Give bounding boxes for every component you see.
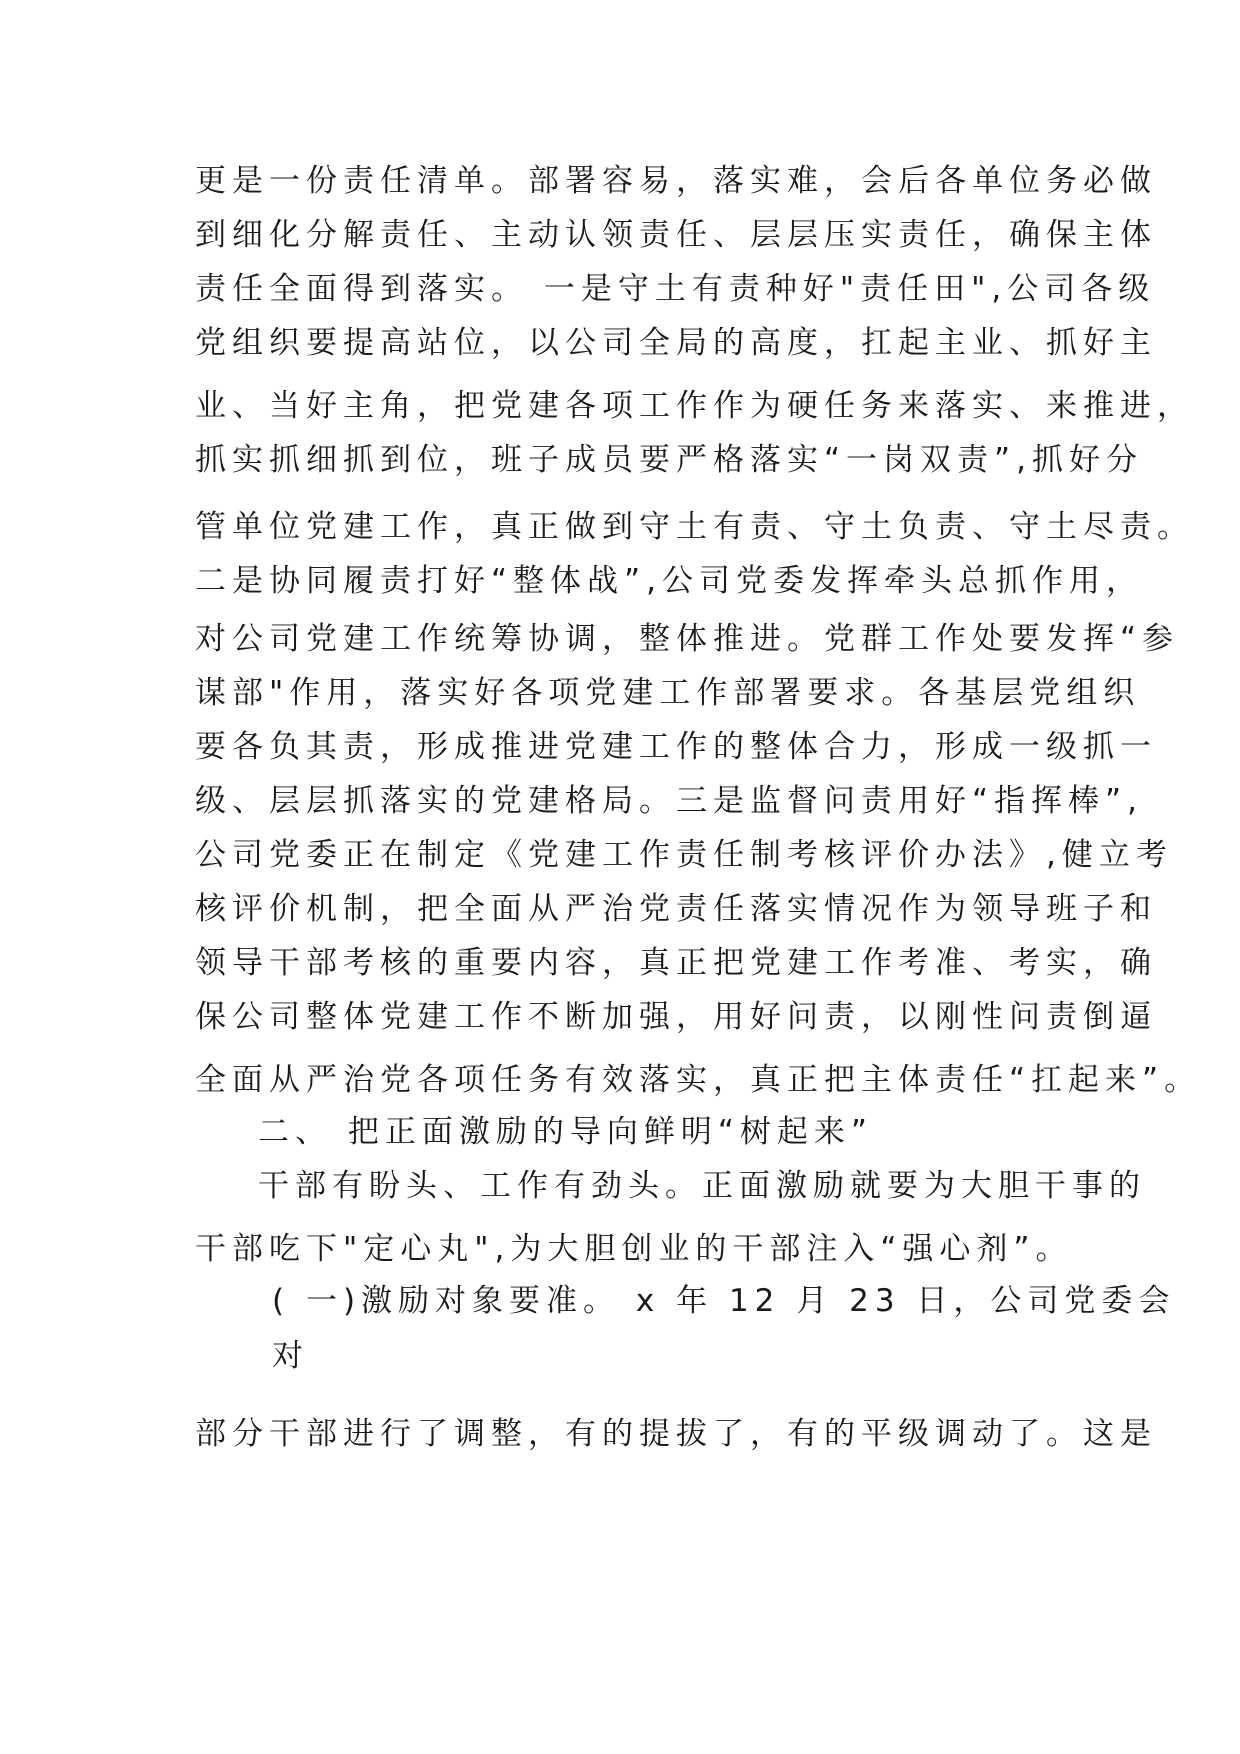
text-line: 谋部"作用，落实好各项党建工作部署要求。各基层党组织 [195,675,1141,711]
text-line: 二是协同履责打好“整体战”,公司党委发挥牵头总抓作用， [195,563,1143,599]
text-line: 全面从严治党各项任务有效落实，真正把主体责任“扛起来”。 [195,1062,1202,1098]
text-line: 党组织要提高站位，以公司全局的高度，扛起主业、抓好主 [195,325,1157,361]
text-line: 抓实抓细抓到位，班子成员要严格落实“一岗双责”,抓好分 [195,442,1143,478]
subsection-heading: ( 一)激励对象要准。 x 年 12 月 23 日，公司党委会 [272,1283,1176,1319]
text-line: 干部吃下"定心丸",为大胆创业的干部注入“强心剂”。 [195,1231,1073,1267]
text-line: 对公司党建工作统筹协调，整体推进。党群工作处要发挥“参 [195,621,1180,657]
text-line: 部分干部进行了调整，有的提拔了，有的平级调动了。这是 [195,1416,1157,1452]
text-line: 管单位党建工作，真正做到守土有责、守土负责、守土尽责。 [195,509,1194,545]
section-heading: 二、 把正面激励的导向鲜明“树起来” [258,1114,873,1150]
text-line: 领导干部考核的重要内容，真正把党建工作考准、考实，确 [195,945,1157,981]
text-line: 干部有盼头、工作有劲头。正面激励就要为大胆干事的 [258,1168,1146,1204]
text-line: 级、层层抓落实的党建格局。三是监督问责用好“指挥棒”, [195,783,1143,819]
text-line: 业、当好主角，把党建各项工作作为硬任务来落实、来推进， [195,388,1194,424]
text-line: 要各负其责，形成推进党建工作的整体合力，形成一级抓一 [195,729,1157,765]
text-line: 核评价机制，把全面从严治党责任落实情况作为领导班子和 [195,891,1157,927]
text-line: 更是一份责任清单。部署容易，落实难，会后各单位务必做 [195,163,1157,199]
text-line: 对 [272,1338,309,1374]
text-line: 责任全面得到落实。 一是守土有责种好"责任田",公司各级 [195,271,1156,307]
text-line: 保公司整体党建工作不断加强，用好问责，以刚性问责倒逼 [195,999,1157,1035]
text-line: 到细化分解责任、主动认领责任、层层压实责任，确保主体 [195,217,1157,253]
text-line: 公司党委正在制定《党建工作责任制考核评价办法》,健立考 [195,837,1173,873]
